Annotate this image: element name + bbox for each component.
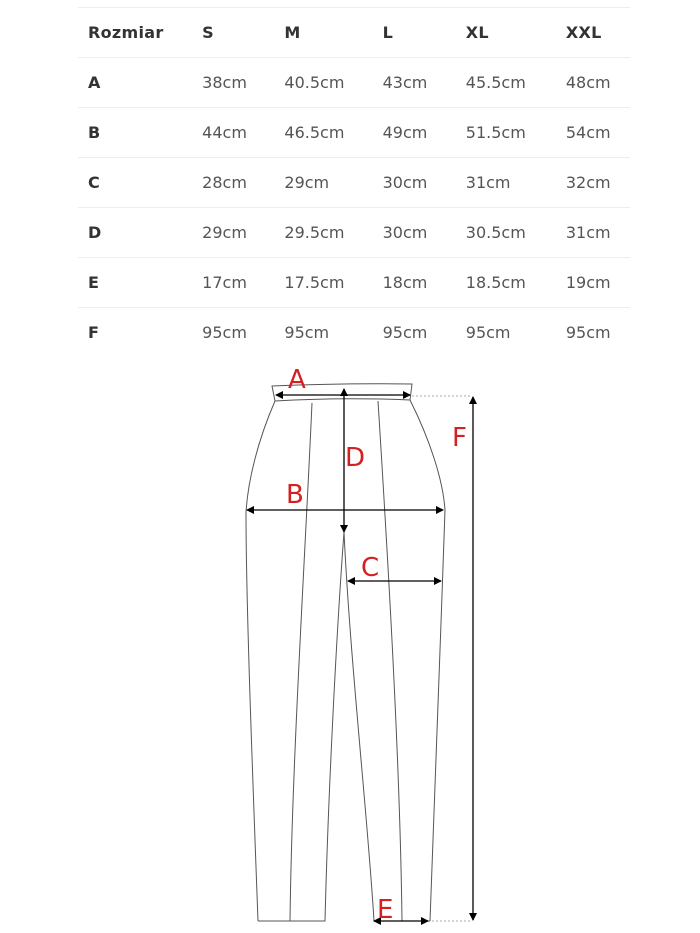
table-header-row <box>78 8 630 58</box>
table-cell: 29.5cm <box>284 223 345 242</box>
header-cell: S <box>202 23 214 42</box>
table-row <box>78 308 630 358</box>
table-cell: 95cm <box>565 323 611 343</box>
table-cell: 54cm <box>565 123 611 142</box>
size-chart-table <box>78 7 630 358</box>
table-cell: 29cm <box>202 223 247 242</box>
table-cell: 18cm <box>382 273 428 292</box>
table-row <box>78 258 630 308</box>
header-cell: M <box>284 23 301 42</box>
label-e: E <box>377 895 394 925</box>
table-cell: 32cm <box>565 173 611 192</box>
table-cell: 95cm <box>284 323 330 343</box>
row-label: F <box>88 323 99 343</box>
table-cell: 43cm <box>382 73 428 92</box>
row-label: D <box>88 223 102 242</box>
table-cell: 18.5cm <box>465 273 526 292</box>
trousers-measurement-diagram <box>0 355 700 933</box>
label-a: A <box>288 365 306 395</box>
label-f: F <box>452 423 467 453</box>
table-cell: 38cm <box>202 73 247 92</box>
table-row <box>78 108 630 158</box>
row-label: A <box>88 73 101 92</box>
table-cell: 49cm <box>382 123 428 142</box>
table-cell: 30.5cm <box>465 223 526 242</box>
table-cell: 28cm <box>202 173 247 192</box>
table-cell: 17cm <box>202 273 247 292</box>
label-b: B <box>286 480 304 510</box>
table-cell: 95cm <box>465 323 511 343</box>
table-cell: 17.5cm <box>284 273 345 292</box>
dotted-guides <box>412 396 470 921</box>
table-cell: 44cm <box>202 123 247 142</box>
table-cell: 40.5cm <box>284 73 345 92</box>
table-cell: 30cm <box>382 173 428 192</box>
header-cell: L <box>382 23 394 42</box>
label-c: C <box>361 553 380 583</box>
table-cell: 29cm <box>284 173 330 192</box>
table-cell: 95cm <box>202 323 247 343</box>
table-cell: 48cm <box>565 73 611 92</box>
label-d: D <box>345 443 366 473</box>
table-row <box>78 158 630 208</box>
table-cell: 45.5cm <box>465 73 526 92</box>
header-cell: XL <box>465 23 489 42</box>
table-cell: 46.5cm <box>284 123 345 142</box>
table-cell: 51.5cm <box>465 123 526 142</box>
row-label: B <box>88 123 101 142</box>
table-cell: 31cm <box>565 223 611 242</box>
table-cell: 31cm <box>465 173 511 192</box>
table-row <box>78 208 630 258</box>
row-label: C <box>88 173 100 192</box>
header-cell: XXL <box>565 23 602 42</box>
table-cell: 19cm <box>565 273 611 292</box>
table-row <box>78 58 630 108</box>
row-label: E <box>88 273 99 292</box>
header-cell: Rozmiar <box>88 23 164 42</box>
table-cell: 30cm <box>382 223 428 242</box>
table-cell: 95cm <box>382 323 428 343</box>
